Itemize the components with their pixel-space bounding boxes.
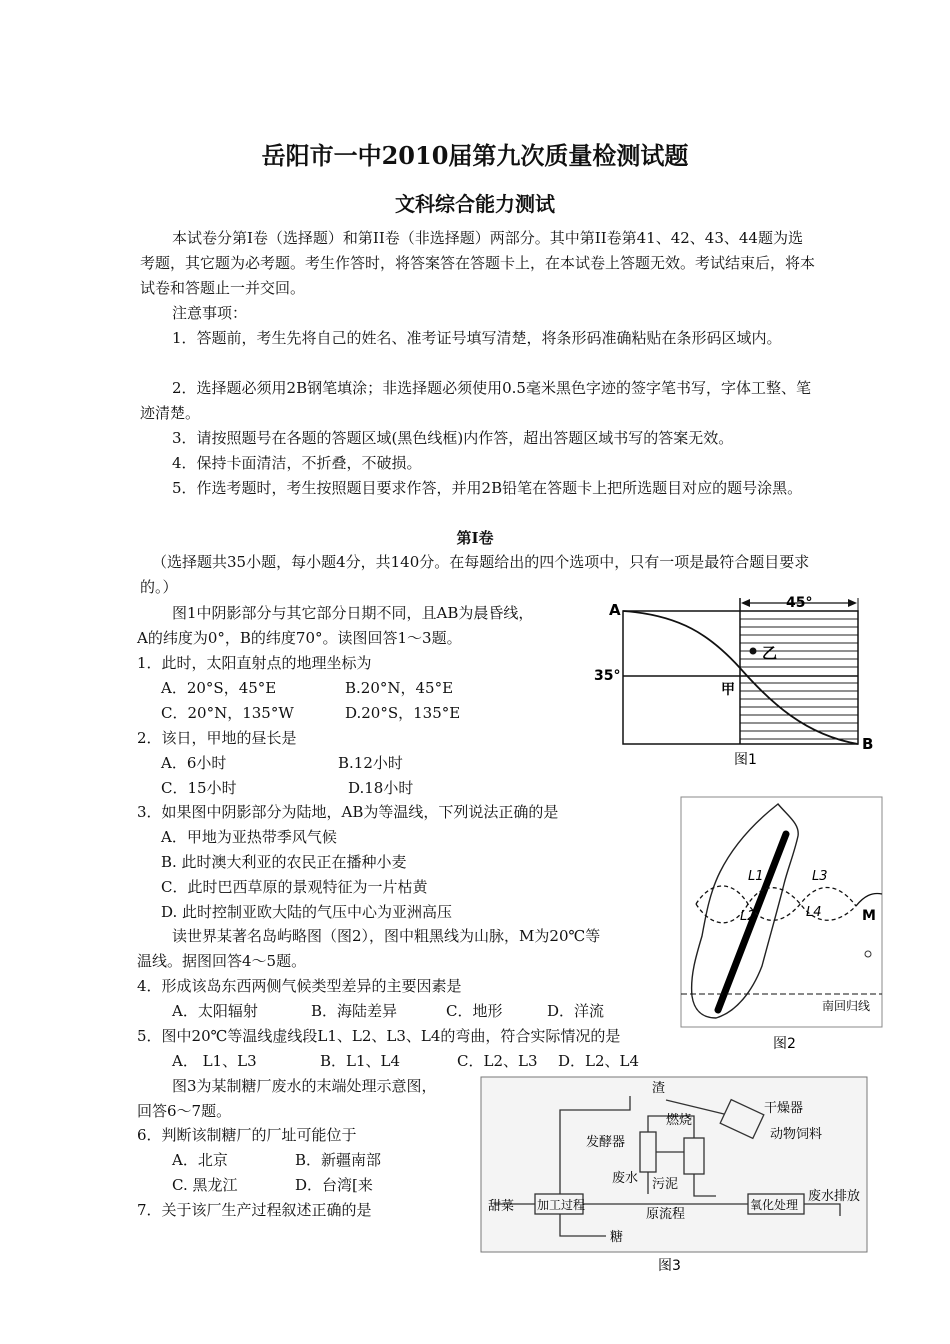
q5-option-a: A． L1、L3 (172, 1052, 257, 1070)
q4-option-b: B．海陆差异 (311, 1002, 398, 1020)
intro-paragraph: 本试卷分第I卷（选择题）和第II卷（非选择题）两部分。其中第II卷第41、42、43、44题为选考题，其它题为必考题。考生作答时，将答案答在答题卡上，在本试卷上答题无效。考试结束后，将本试卷和答题止一并交回。 (140, 229, 816, 297)
label-l3: L3 (812, 869, 828, 884)
q1-option-c: C．20°N，135°W (161, 704, 294, 722)
q1-option-b: B.20°N，45°E (345, 679, 454, 697)
q6-option-c: C. 黑龙江 (172, 1176, 238, 1194)
label-ganzao: 干燥器 (764, 1101, 804, 1116)
figure-3 (480, 1076, 870, 1276)
q4-option-d: D．洋流 (547, 1002, 605, 1020)
note-item: 4．保持卡面清洁，不折叠，不破损。 (172, 454, 422, 472)
label-zha: 渣 (652, 1081, 666, 1096)
q3-option-c: C．此时巴西草原的景观特征为一片枯黄 (161, 878, 428, 896)
figure-3-caption: 图3 (658, 1258, 681, 1274)
label-l4: L4 (806, 905, 822, 920)
figure-1-caption: 图1 (734, 752, 757, 768)
q1-option-d: D.20°S，135°E (345, 704, 461, 722)
group2-stem: 温线。据图回答4～5题。 (137, 952, 307, 970)
label-ranshao: 燃烧 (666, 1113, 693, 1128)
figure-2 (680, 796, 884, 1056)
label-l2: L2 (740, 909, 756, 924)
q3-option-d: D. 此时控制亚欧大陆的气压中心为亚洲高压 (161, 903, 453, 921)
note-item: 5．作选考题时，考生按照题目要求作答，并用2B铅笔在答题卡上把所选题目对应的题号涂黑。 (172, 479, 803, 497)
page-title: 岳阳市一中2010届第九次质量检测试题 (261, 141, 689, 170)
q5-option-d: D．L2、L4 (558, 1052, 640, 1070)
group2-stem: 读世界某著名岛屿略图（图2），图中粗黑线为山脉，M为20℃等 (172, 927, 601, 945)
label-yuanliu: 原流程 (646, 1207, 686, 1222)
q3-option-b: B. 此时澳大利亚的农民正在播种小麦 (161, 853, 407, 871)
label-jia: 甲 (721, 682, 735, 698)
label-tropic: 南回归线 (822, 999, 871, 1013)
point-yi (750, 648, 757, 655)
question-2: 2．该日，甲地的昼长是 (137, 729, 297, 747)
q2-option-b: B.12小时 (338, 754, 403, 772)
q2-option-a: A．6小时 (161, 754, 227, 772)
question-7: 7．关于该厂生产过程叙述正确的是 (137, 1201, 372, 1219)
group3-stem: 回答6～7题。 (137, 1102, 232, 1120)
q4-option-c: C．地形 (446, 1002, 503, 1020)
group1-stem: 图1中阴影部分与其它部分日期不同，且AB为晨昏线， (172, 604, 534, 622)
figure-1 (590, 590, 890, 790)
note-item: 3．请按照题号在各题的答题区域(黑色线框)内作答，超出答题区域书写的答案无效。 (172, 429, 734, 447)
label-l1: L1 (748, 869, 764, 884)
q5-option-c: C．L2、L3 (457, 1052, 538, 1070)
label-jiagong: 加工过程 (537, 1198, 586, 1212)
label-wuni: 污泥 (652, 1177, 679, 1192)
q4-option-a: A．太阳辐射 (172, 1002, 258, 1020)
question-3: 3．如果图中阴影部分为陆地，AB为等温线，下列说法正确的是 (137, 803, 559, 821)
question-4: 4．形成该岛东西两侧气候类型差异的主要因素是 (137, 977, 462, 995)
q6-option-d: D．台湾[来 (295, 1176, 373, 1194)
label-35: 35° (594, 668, 621, 684)
group3-stem: 图3为某制糖厂废水的末端处理示意图， (172, 1077, 437, 1095)
label-a: A (609, 601, 621, 619)
question-1: 1．此时，太阳直射点的地理坐标为 (137, 654, 372, 672)
question-5: 5．图中20℃等温线虚线段L1、L2、L3、L4的弯曲，符合实际情况的是 (137, 1027, 621, 1045)
label-yanghua: 氧化处理 (750, 1198, 799, 1212)
q2-option-c: C．15小时 (161, 779, 237, 797)
q2-option-d: D.18小时 (348, 779, 414, 797)
label-paifang: 废水排放 (808, 1189, 861, 1204)
q3-option-a: A．甲地为亚热带季风气候 (161, 828, 337, 846)
q5-option-b: B．L1、L4 (320, 1052, 401, 1070)
label-tang: 糖 (610, 1230, 624, 1245)
q6-option-a: A．北京 (172, 1151, 228, 1169)
question-6: 6．判断该制糖厂的厂址可能位于 (137, 1126, 357, 1144)
q6-option-b: B．新疆南部 (295, 1151, 382, 1169)
label-yi: 乙 (762, 644, 778, 662)
note-item: 2．选择题必须用2B钢笔填涂；非选择题必须使用0.5毫米黑色字迹的签字笔书写，字体工整、笔迹清楚。 (140, 379, 811, 422)
label-b: B (862, 735, 874, 753)
label-siliao: 动物饲料 (770, 1127, 823, 1142)
label-m: M (862, 908, 876, 924)
page-subtitle: 文科综合能力测试 (395, 192, 555, 216)
figure-3-frame (481, 1077, 867, 1252)
group1-stem: A的纬度为0°，B的纬度70°。读图回答1～3题。 (137, 629, 462, 647)
section-instruction: （选择题共35小题，每小题4分，共140分。在每题给出的四个选项中，只有一项是最符合题目要求的。） (140, 553, 810, 596)
figure-2-caption: 图2 (773, 1036, 796, 1052)
label-tiancai: 甜菜 (488, 1199, 515, 1214)
notes-heading: 注意事项： (172, 304, 248, 322)
q1-option-a: A．20°S，45°E (161, 679, 277, 697)
label-fajiao: 发酵器 (586, 1135, 626, 1150)
shaded-region (740, 611, 858, 739)
note-item: 1．答题前，考生先将自己的姓名、准考证号填写清楚，将条形码准确粘贴在条形码区域内。 (172, 329, 782, 347)
label-45: 45° (786, 595, 813, 611)
figure-2-frame (681, 797, 882, 1027)
section-heading: 第Ⅰ卷 (456, 529, 494, 547)
label-feishui: 废水 (612, 1171, 639, 1186)
